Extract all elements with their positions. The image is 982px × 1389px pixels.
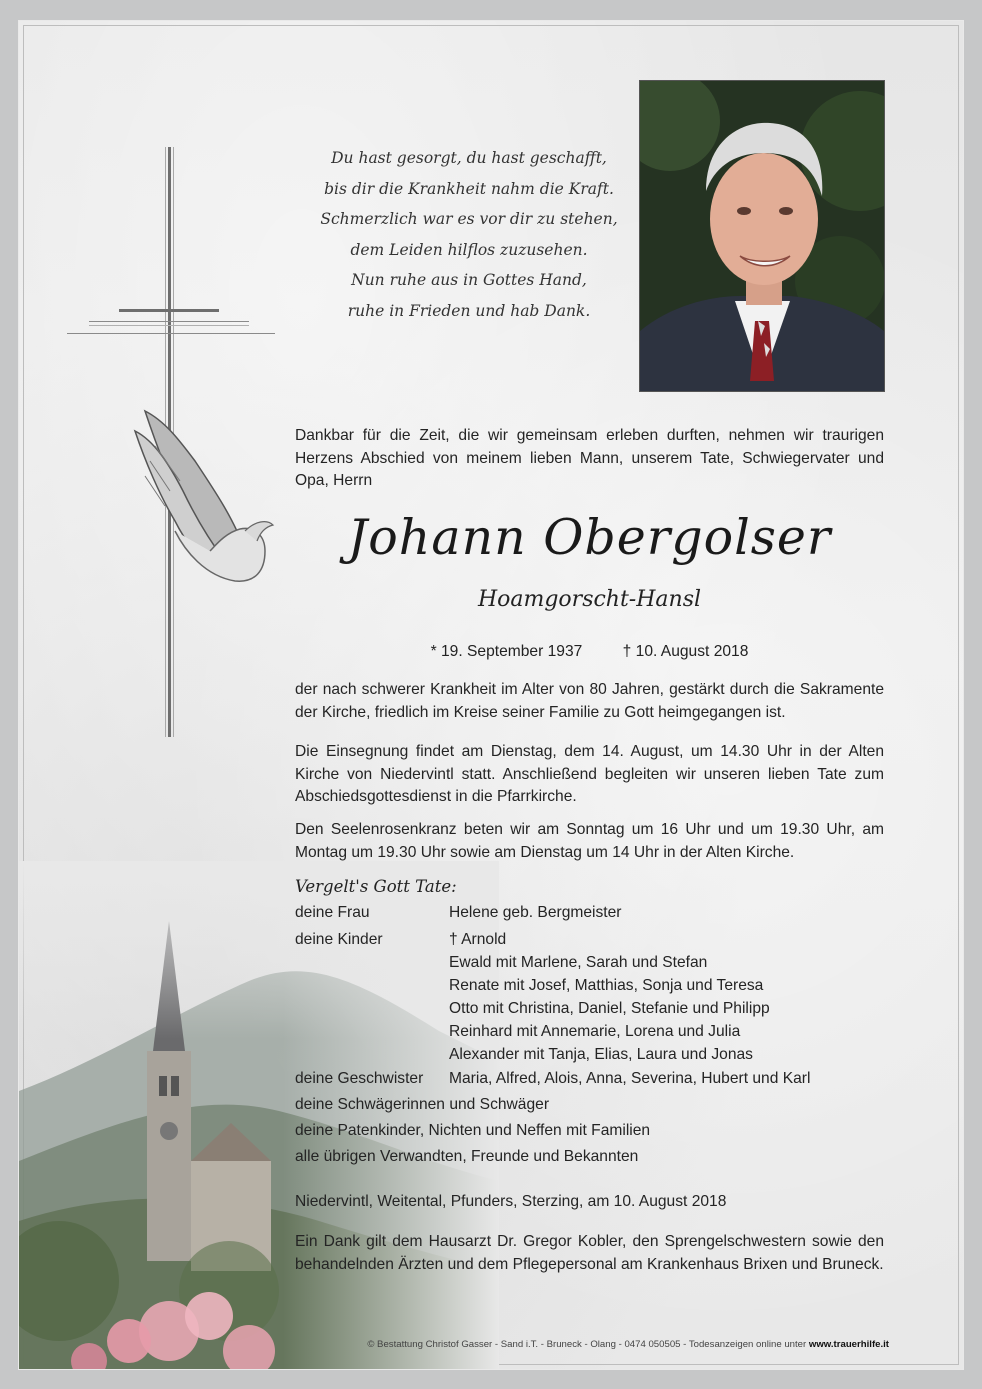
birth-date: * 19. September 1937	[430, 643, 583, 660]
place-date: Niedervintl, Weitental, Pfunders, Sterzing, am 10. August 2018	[295, 1193, 727, 1210]
deceased-nickname: Hoamgorscht-Hansl	[477, 587, 702, 612]
relative-label: deine Geschwister	[295, 1070, 424, 1087]
poem-line: dem Leiden hilflos zuzusehen.	[350, 240, 588, 259]
paper-sheet	[18, 20, 964, 1370]
relative-label: deine Frau	[295, 904, 370, 921]
closing-thanks: Ein Dank gilt dem Hausarzt Dr. Gregor Kobler, den Sprengelschwestern sowie den behandelnden Ärzten und dem Pflegepersonal am Krankenhaus Brixen und Bruneck.	[295, 1233, 884, 1273]
poem-line: Nun ruhe aus in Gottes Hand,	[351, 271, 587, 289]
poem-line: Du hast gesorgt, du hast geschafft,	[331, 149, 607, 167]
poem-line: bis dir die Krankheit nahm die Kraft.	[324, 179, 614, 198]
relative-names: Otto mit Christina, Daniel, Stefanie und Philipp	[449, 1000, 770, 1017]
poem-line: ruhe in Frieden und hab Dank.	[347, 301, 591, 320]
relative-names: † Arnold	[449, 931, 507, 948]
footer-text: © Bestattung Christof Gasser - Sand i.T. - Bruneck - Olang - 0474 050505 - Todesanzeigen online unter	[367, 1339, 807, 1350]
relative-names: Renate mit Josef, Matthias, Sonja und Teresa	[449, 977, 764, 994]
death-notice-paragraph: der nach schwerer Krankheit im Alter von 80 Jahren, gestärkt durch die Sakramente der Kirche, friedlich im Kreise seiner Familie zu Gott heimgegangen ist.	[295, 681, 884, 721]
relative-label: deine Kinder	[295, 931, 383, 948]
deceased-name: Johann Obergolser	[347, 509, 832, 566]
relative-names: Reinhard mit Annemarie, Lorena und Julia	[449, 1023, 741, 1040]
relative-line: deine Patenkinder, Nichten und Neffen mit Familien	[295, 1122, 651, 1139]
relative-names: Ewald mit Marlene, Sarah und Stefan	[449, 954, 708, 971]
praying-hands-icon	[115, 401, 275, 591]
relative-names: Alexander mit Tanja, Elias, Laura und Jonas	[449, 1046, 753, 1063]
portrait-photo	[640, 81, 884, 391]
intro-text: Dankbar für die Zeit, die wir gemeinsam erleben durften, nehmen wir traurigen Herzens Abschied von meinem lieben Mann, unserem Tate, Schwiegervater und Opa, Herrn	[295, 427, 884, 489]
footer-link[interactable]: www.trauerhilfe.it	[808, 1339, 889, 1350]
life-dates	[295, 643, 884, 661]
rosary-paragraph: Den Seelenrosenkranz beten wir am Sonntag um 16 Uhr und um 19.30 Uhr, am Montag um 19.30 Uhr sowie am Dienstag um 14 Uhr in der Alten Kirche.	[295, 821, 884, 861]
thanks-heading: Vergelt's Gott Tate:	[295, 877, 457, 896]
relative-line: alle übrigen Verwandten, Freunde und Bekannten	[295, 1148, 639, 1165]
relative-names: Maria, Alfred, Alois, Anna, Severina, Hubert und Karl	[449, 1070, 811, 1087]
poem-line: Schmerzlich war es vor dir zu stehen,	[320, 210, 618, 228]
footer-credit	[289, 1339, 889, 1350]
death-date: † 10. August 2018	[622, 643, 749, 660]
memorial-poem	[289, 143, 649, 326]
relative-line: deine Schwägerinnen und Schwäger	[295, 1096, 550, 1113]
relative-names: Helene geb. Bergmeister	[449, 904, 622, 921]
funeral-paragraph: Die Einsegnung findet am Dienstag, dem 14. August, um 14.30 Uhr in der Alten Kirche von Niedervintl statt. Anschließend begleiten wir unseren lieben Tate zum Abschiedsgottesdienst in die Pfarrkirche.	[295, 743, 884, 805]
